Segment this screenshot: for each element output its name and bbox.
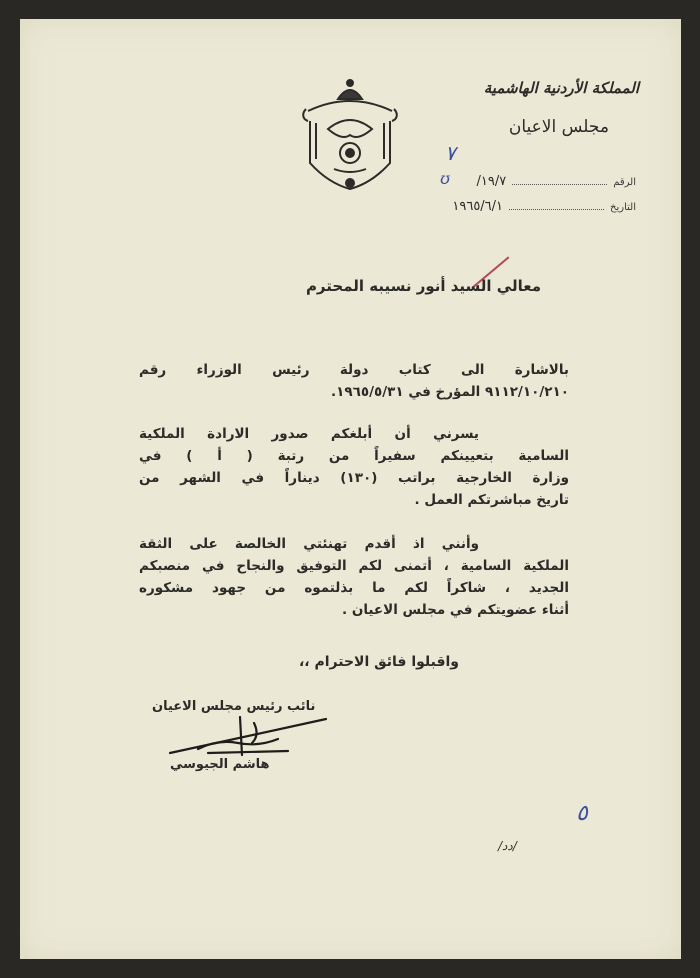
letterhead-kingdom: المملكة الأردنية الهاشمية bbox=[483, 79, 639, 97]
body-line: يسرني أن أبلغكم صدور الارادة الملكية bbox=[139, 426, 479, 442]
signatory-name: هاشم الجيوسي bbox=[170, 757, 270, 772]
body-line: ٩١١٢/١٠/٢١٠ المؤرخ في ١٩٦٥/٥/٣١. bbox=[330, 384, 569, 400]
handwritten-ref-mark: ٧ bbox=[445, 141, 456, 165]
handwritten-number: ٥ bbox=[576, 801, 588, 826]
filing-mark: /دد/ bbox=[498, 839, 517, 853]
closing-salutation: واقبلوا فائق الاحترام ،، bbox=[298, 654, 459, 670]
body-line: وأنني اذ أقدم تهنئتي الخالصة على الثقة bbox=[139, 536, 479, 552]
dotted-line bbox=[512, 174, 607, 185]
date-value: ١٩٦٥/٦/١ bbox=[452, 199, 504, 214]
handwritten-signature-icon bbox=[168, 713, 328, 759]
circled-mark-icon: ʊ bbox=[440, 169, 450, 188]
body-line: الملكية السامية ، أتمنى لكم التوفيق والنجاح في منصبكم bbox=[139, 558, 569, 574]
paragraph-reference bbox=[139, 359, 569, 403]
body-line: أثناء عضويتكم في مجلس الاعيان . bbox=[342, 602, 569, 618]
body-line: تاريخ مباشرتكم العمل . bbox=[414, 492, 569, 508]
body-line: وزارة الخارجية براتب (١٣٠) ديناراً في الشهر من bbox=[139, 470, 570, 486]
dotted-line bbox=[509, 199, 604, 210]
jordan-coat-of-arms-icon bbox=[298, 71, 402, 199]
paragraph-appointment bbox=[139, 423, 569, 511]
reference-value: ١٩/٧/ bbox=[476, 174, 507, 189]
reference-number-row bbox=[477, 174, 637, 189]
signatory-title: نائب رئيس مجلس الاعيان bbox=[152, 699, 316, 714]
paragraph-congratulations bbox=[139, 533, 569, 621]
body-line: السامية بتعيينكم سفيراً من رتبة ( أ ) في bbox=[139, 448, 569, 464]
reference-label: الرقم bbox=[613, 177, 636, 188]
date-row bbox=[452, 199, 636, 214]
letter-page bbox=[20, 19, 681, 959]
letterhead-institution: مجلس الاعيان bbox=[508, 117, 609, 137]
date-label: التاريخ bbox=[610, 202, 636, 213]
body-line: الجديد ، شاكراً لكم ما بذلتموه من جهود مشكوره bbox=[139, 580, 569, 596]
addressee: معالي السيد أنور نسيبه المحترم bbox=[305, 277, 541, 295]
body-line: بالاشارة الى كتاب دولة رئيس الوزراء رقم bbox=[139, 362, 569, 378]
